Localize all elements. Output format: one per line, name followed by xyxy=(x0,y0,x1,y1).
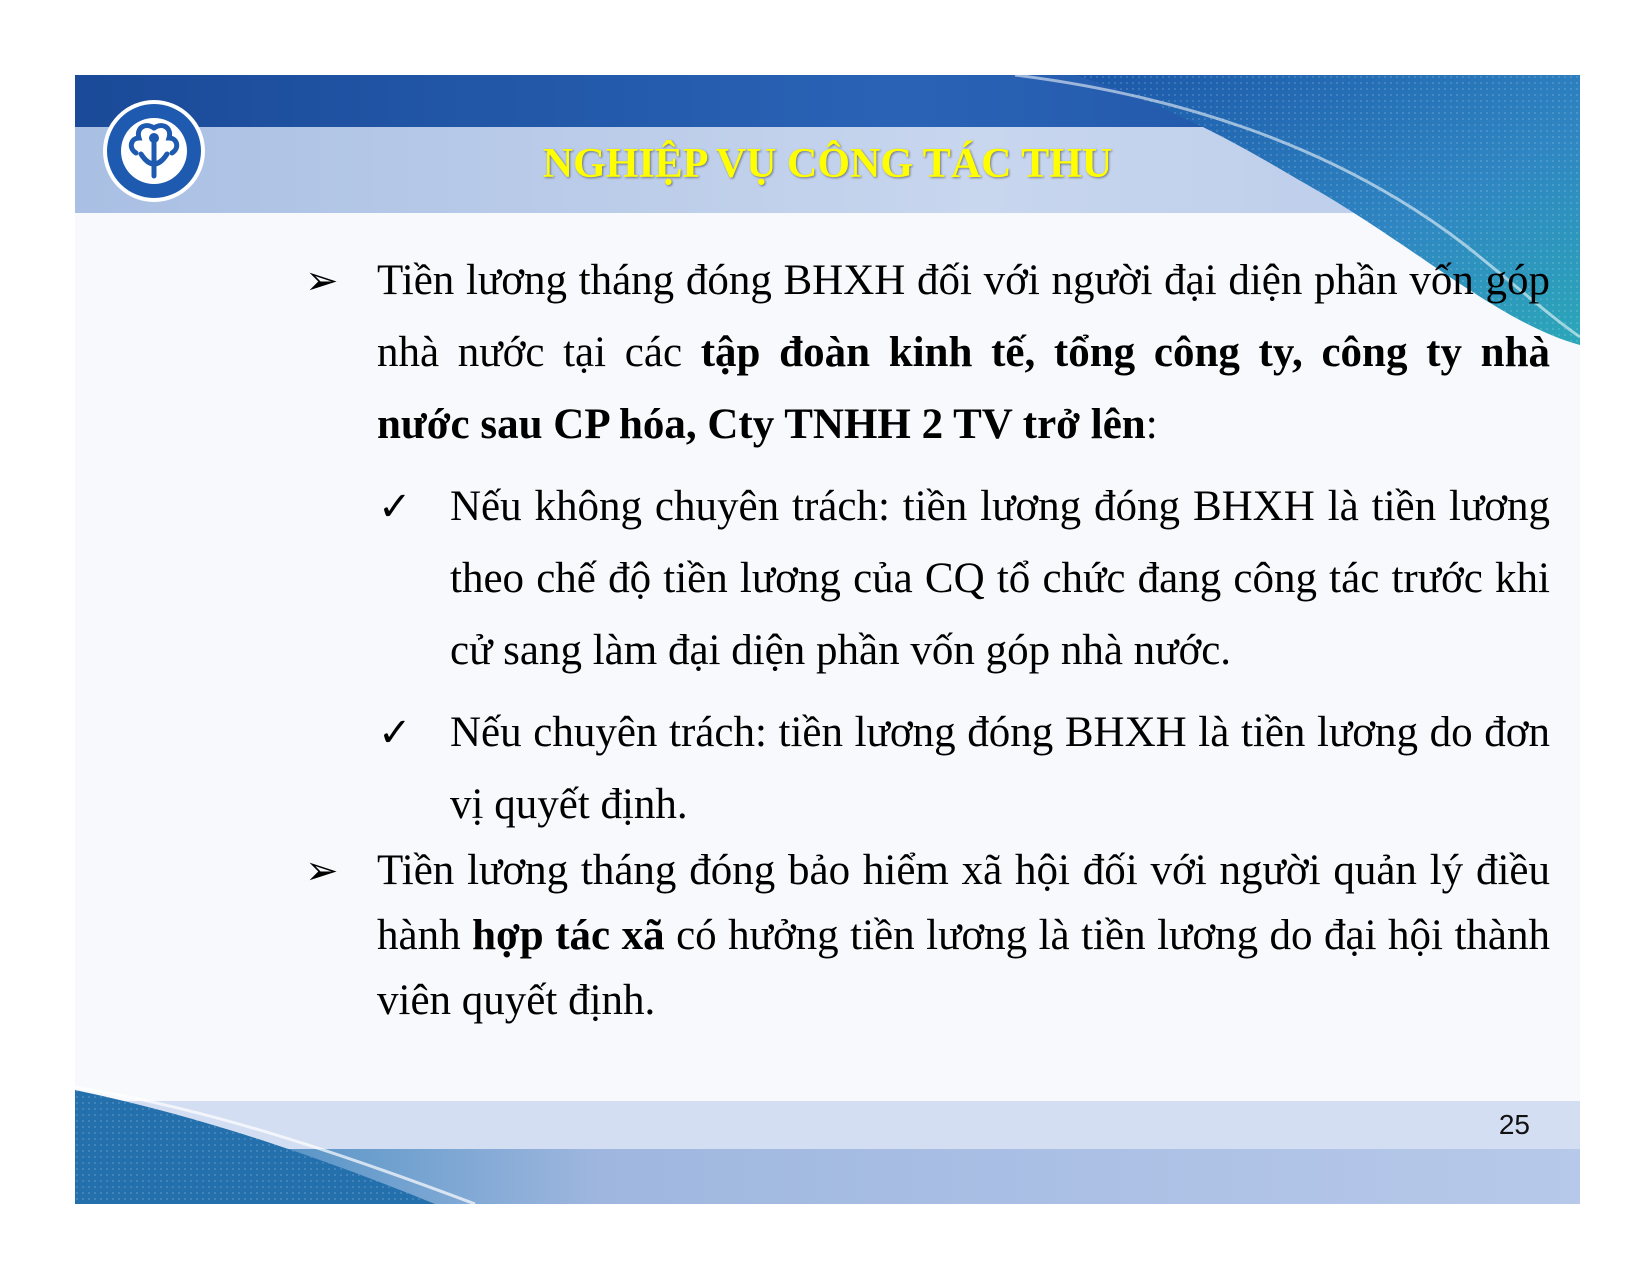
bullet-text: Tiền lương tháng đóng BHXH đối với người đại diện phần vốn góp nhà nước tại các tập đoàn kinh tế, tổng công ty, công ty nhà nước sau CP hóa, Cty TNHH 2 TV trở lên: xyxy=(377,257,1550,448)
sub-bullet-text: Nếu chuyên trách: tiền lương đóng BHXH là tiền lương do đơn vị quyết định. xyxy=(450,709,1550,828)
sub-bullet-item xyxy=(378,697,1550,841)
sub-bullet-text: Nếu không chuyên trách: tiền lương đóng BHXH là tiền lương theo chế độ tiền lương của CQ tổ chức đang công tác trước khi cử sang làm đại diện phần vốn góp nhà nước. xyxy=(450,483,1550,674)
sub-bullet-item xyxy=(378,471,1550,687)
arrowhead-bullet-icon: ➢ xyxy=(305,848,339,893)
slide-title: NGHIỆP VỤ CÔNG TÁC THU xyxy=(542,141,1113,187)
bullet-text: Tiền lương tháng đóng bảo hiểm xã hội đối với người quản lý điều hành hợp tác xã có hưởng tiền lương là tiền lương do đại hội thành viên quyết định. xyxy=(377,847,1550,1024)
checkmark-bullet-icon: ✓ xyxy=(378,710,412,755)
page-number: 25 xyxy=(1498,1109,1530,1140)
bullet-item xyxy=(305,838,1550,1033)
checkmark-bullet-icon: ✓ xyxy=(378,484,412,529)
arrowhead-bullet-icon: ➢ xyxy=(305,258,339,303)
bullet-item xyxy=(305,245,1550,461)
slide xyxy=(75,75,1580,1204)
